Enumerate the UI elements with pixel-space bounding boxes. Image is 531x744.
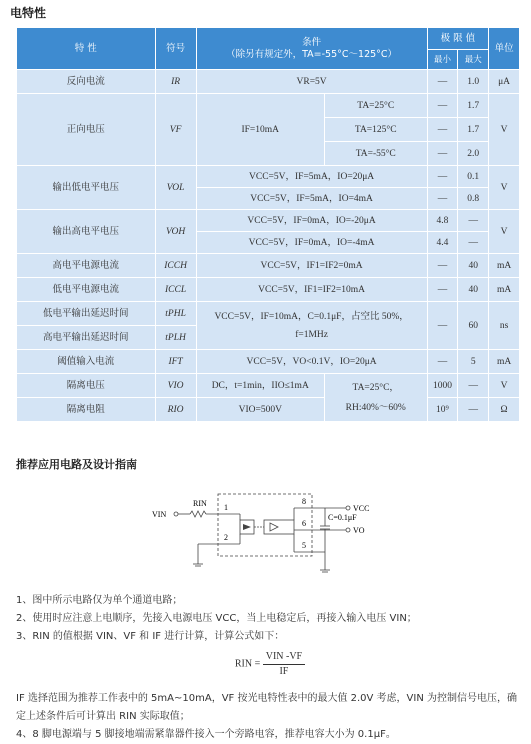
row-condition: IF=10mA [196, 94, 324, 166]
row-symbol: ICCL [155, 278, 196, 302]
note-4: 4、8 脚电源端与 5 脚接地端需紧靠器件接入一个旁路电容，推荐电容大小为 0.1μF。 [16, 729, 396, 740]
row-name: 低电平输出延迟时间 [17, 302, 156, 326]
row-symbol: VF [155, 94, 196, 166]
row-min: 1000 [427, 374, 458, 398]
row-name: 隔离电阻 [17, 398, 156, 422]
note-2: 2、使用时应注意上电顺序，先接入电源电压 VCC，当上电稳定后，再接入输入电压 VIN； [16, 613, 417, 624]
row-unit: V [489, 94, 520, 166]
row-min: — [427, 118, 458, 142]
table-row [17, 302, 520, 326]
application-circuit-diagram [150, 490, 410, 580]
row-min: 10⁹ [427, 398, 458, 422]
header-characteristic: 特 性 [17, 28, 156, 70]
row-symbol: VOL [155, 166, 196, 210]
cap-label: C=0.1μF [328, 513, 357, 522]
row-unit: Ω [489, 398, 520, 422]
row-max: 2.0 [458, 142, 489, 166]
header-min: 最小 [427, 50, 458, 70]
row-name: 高电平电源电流 [17, 254, 156, 278]
row-name: 高电平输出延迟时间 [17, 326, 156, 350]
formula-lhs: RIN = [234, 658, 261, 670]
table-row [17, 166, 520, 188]
row-symbol: VIO [155, 374, 196, 398]
table-row [17, 94, 520, 118]
row-max: 1.0 [458, 70, 489, 94]
header-condition [196, 28, 427, 70]
row-max: — [458, 374, 489, 398]
header-condition-line2: （除另有规定外，TA=-55°C～125°C） [226, 48, 398, 60]
rin-label: RIN [193, 499, 207, 508]
row-min: — [427, 94, 458, 118]
row-subcondition: TA=125°C [324, 118, 427, 142]
row-subcondition: TA=25°C [324, 94, 427, 118]
row-max: 1.7 [458, 118, 489, 142]
row-condition: VCC=5V，IF=5mA，IO=4mA [196, 188, 427, 210]
row-condition: VIO=500V [196, 398, 324, 422]
row-min: 4.8 [427, 210, 458, 232]
note-1: 1、图中所示电路仅为单个通道电路； [16, 595, 183, 606]
row-symbol: RIO [155, 398, 196, 422]
vin-terminal [174, 512, 178, 516]
row-name: 隔离电压 [17, 374, 156, 398]
row-condition: VR=5V [196, 70, 427, 94]
spec-table [16, 27, 520, 422]
header-condition-line1: 条件 [302, 36, 322, 48]
section2-title: 推荐应用电路及设计指南 [16, 458, 137, 471]
row-min: — [427, 350, 458, 374]
row-name: 反向电流 [17, 70, 156, 94]
header-symbol: 符号 [155, 28, 196, 70]
row-min: — [427, 278, 458, 302]
row-symbol: IR [155, 70, 196, 94]
row-max: 5 [458, 350, 489, 374]
table-row [17, 70, 520, 94]
pin5-label: 5 [302, 541, 306, 550]
vo-label: VO [353, 526, 365, 535]
row-max: 0.1 [458, 166, 489, 188]
row-min: — [427, 70, 458, 94]
row-name: 阈值输入电流 [17, 350, 156, 374]
row-unit: V [489, 166, 520, 210]
row-min: — [427, 142, 458, 166]
table-row [17, 278, 520, 302]
row-min: — [427, 254, 458, 278]
row-name: 输出高电平电压 [17, 210, 156, 254]
shared-condition-line1: TA=25°C， [352, 382, 399, 393]
table-row [17, 210, 520, 232]
header-limit: 极 限 值 [427, 28, 489, 50]
row-min: — [427, 188, 458, 210]
row-condition: VCC=5V，VO<0.1V，IO=20μA [196, 350, 427, 374]
row-condition-line1: VCC=5V，IF=10mA，C=0.1μF，占空比 50%， [214, 311, 409, 322]
pin6-label: 6 [302, 519, 306, 528]
resistor-rin [190, 511, 206, 517]
table-row [17, 254, 520, 278]
header-unit: 单位 [489, 28, 520, 70]
vo-terminal [346, 528, 350, 532]
pin1-label: 1 [224, 503, 228, 512]
row-max: 40 [458, 278, 489, 302]
row-condition: DC，t=1min，IIO≤1mA [196, 374, 324, 398]
row-unit: mA [489, 254, 520, 278]
row-max: 0.8 [458, 188, 489, 210]
row-max: — [458, 398, 489, 422]
row-condition-line2: f=1MHz [295, 329, 328, 340]
vin-label: VIN [152, 510, 167, 519]
row-unit: ns [489, 302, 520, 350]
note-3-detail: IF 选择范围为推荐工作表中的 5mA~10mA，VF 按光电特性表中的最大值 2.0V 考虑，VIN 为控制信号电压，确定上述条件后可计算出 RIN 实际取值； [16, 693, 518, 722]
vcc-label: VCC [353, 504, 370, 513]
row-name: 正向电压 [17, 94, 156, 166]
design-notes [16, 592, 524, 744]
row-symbol: ICCH [155, 254, 196, 278]
row-max: 40 [458, 254, 489, 278]
formula-numerator: VIN -VF [263, 650, 305, 665]
formula-denominator: IF [279, 666, 289, 677]
row-condition: VCC=5V，IF1=IF2=10mA [196, 278, 427, 302]
row-condition: VCC=5V，IF1=IF2=0mA [196, 254, 427, 278]
row-max: — [458, 210, 489, 232]
row-unit: mA [489, 278, 520, 302]
row-symbol: tPHL [155, 302, 196, 326]
row-max: — [458, 232, 489, 254]
table-row [17, 374, 520, 398]
table-row [17, 398, 520, 422]
row-condition [196, 302, 427, 350]
note-3: 3、RIN 的值根据 VIN、VF 和 IF 进行计算，计算公式如下： [16, 631, 285, 642]
row-shared-condition [324, 374, 427, 422]
row-unit: μA [489, 70, 520, 94]
table-row [17, 350, 520, 374]
row-condition: VCC=5V，IF=0mA，IO=-4mA [196, 232, 427, 254]
row-symbol: tPLH [155, 326, 196, 350]
section-title: 电特性 [10, 6, 47, 20]
row-unit: V [489, 210, 520, 254]
row-unit: V [489, 374, 520, 398]
shared-condition-line2: RH:40%～60% [345, 402, 406, 413]
header-max: 最大 [458, 50, 489, 70]
row-unit: mA [489, 350, 520, 374]
formula-fraction [263, 650, 305, 679]
row-symbol: IFT [155, 350, 196, 374]
row-max: 60 [458, 302, 489, 350]
row-min: — [427, 302, 458, 350]
row-subcondition: TA=-55°C [324, 142, 427, 166]
vcc-terminal [346, 506, 350, 510]
row-max: 1.7 [458, 94, 489, 118]
rin-formula [16, 650, 524, 686]
row-condition: VCC=5V，IF=0mA，IO=-20μA [196, 210, 427, 232]
pin8-label: 8 [302, 497, 306, 506]
output-stage-icon [264, 520, 294, 534]
row-name: 输出低电平电压 [17, 166, 156, 210]
row-min: 4.4 [427, 232, 458, 254]
row-min: — [427, 166, 458, 188]
row-name: 低电平电源电流 [17, 278, 156, 302]
row-condition: VCC=5V，IF=5mA，IO=20μA [196, 166, 427, 188]
package-outline [218, 494, 312, 556]
pin2-label: 2 [224, 533, 228, 542]
row-symbol: VOH [155, 210, 196, 254]
